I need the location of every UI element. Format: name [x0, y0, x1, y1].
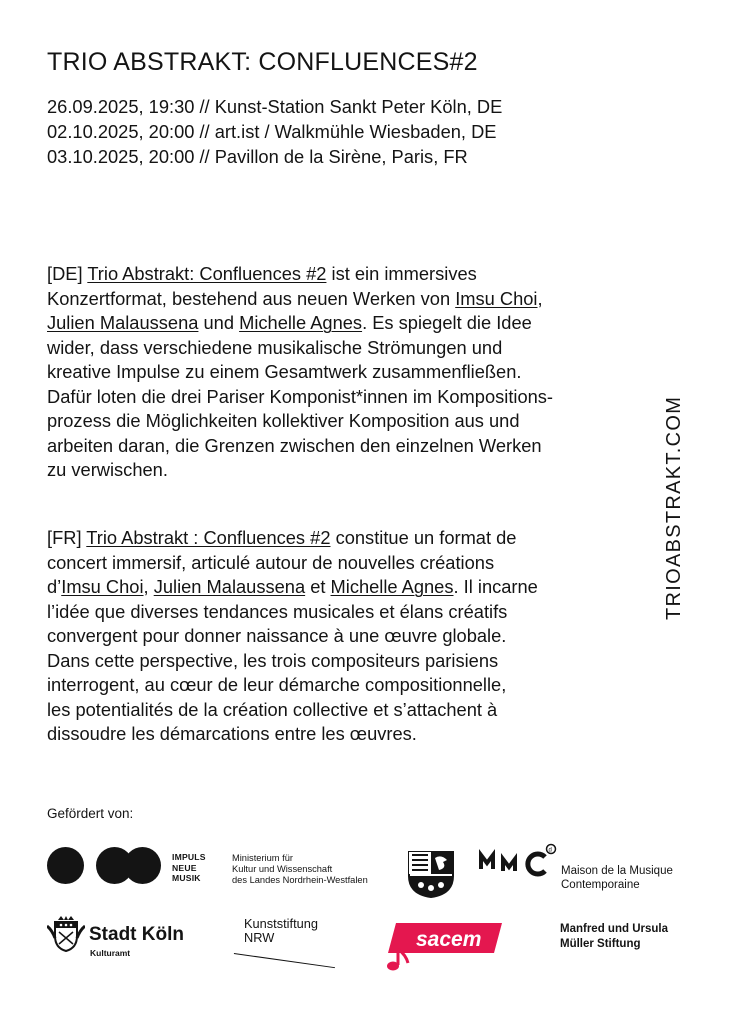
sacem-logo-text: sacem [416, 928, 482, 951]
link-trio-abstrakt[interactable]: Trio Abstrakt: Confluences #2 [87, 263, 327, 284]
website-url[interactable]: TRIOABSTRAKT.COM [663, 395, 685, 620]
link-imsu-choi-fr[interactable]: Imsu Choi [61, 576, 144, 597]
event-date-line: 03.10.2025, 20:00 // Pavillon de la Sirène, Paris, FR [47, 146, 468, 167]
text-line: convergent pour donner naissance à une œuvre globale. [47, 625, 507, 646]
logo-line: Müller Stiftung [560, 938, 641, 950]
text-span: und [198, 312, 240, 333]
text-span: [FR] [47, 527, 87, 548]
text-span: , [537, 287, 543, 309]
text-span: Konzertformat, bestehend aus neuen Werken von [47, 287, 456, 309]
text-line: les potentialités de la création collective et s’attachent à [47, 698, 498, 720]
text-line: zu verwischen. [47, 459, 168, 480]
logo-line: Maison de la Musique [561, 865, 673, 877]
description-fr [47, 526, 538, 747]
link-michelle-agnes[interactable]: Michelle Agnes [239, 312, 363, 333]
text-line: wider, dass verschiedene musikalische Strömungen und [47, 336, 503, 358]
link-julien-malaussena-fr[interactable]: Julien Malaussena [153, 576, 306, 597]
logo-line: Kunststiftung [244, 916, 318, 931]
svg-text:d: d [548, 847, 552, 854]
text-line: arbeiten daran, die Grenzen zwischen den einzelnen Werken [47, 434, 542, 456]
ministry-logo-text [232, 853, 368, 887]
text-line: concert immersif, articulé autour de nouvelles créations [47, 551, 495, 573]
link-trio-abstrakt-fr[interactable]: Trio Abstrakt : Confluences #2 [86, 527, 331, 548]
mmc-logo-text [561, 865, 673, 892]
page-title: TRIO ABSTRAKT: CONFLUENCES#2 [47, 48, 478, 76]
text-line: Dans cette perspective, les trois compositeurs parisiens [47, 649, 499, 671]
text-line: interrogent, au cœur de leur démarche compositionnelle, [47, 674, 507, 695]
stadt-koeln-sub: Kulturamt [90, 948, 131, 958]
text-span: et [305, 576, 331, 597]
text-line: kreative Impulse zu einem Gesamtwerk zusammenfließen. [47, 361, 522, 382]
nrw-coat-of-arms-icon [407, 850, 455, 898]
text-line: l’idée que diverses tendances musicales et élans créatifs [47, 600, 508, 622]
text-span: , [143, 576, 154, 597]
event-date-line: 02.10.2025, 20:00 // art.ist / Walkmühle Wiesbaden, DE [47, 121, 497, 142]
text-span: . Es spiegelt die Idee [362, 312, 532, 333]
text-line: prozess die Möglichkeiten kollektiver Komposition aus und [47, 410, 520, 431]
impuls-logo-text [172, 852, 206, 884]
logo-line: des Landes Nordrhein-Westfalen [232, 875, 368, 886]
text-span: . Il incarne [453, 576, 538, 597]
impuls-dot-icon [124, 847, 161, 884]
funded-by-label: Gefördert von: [47, 806, 134, 821]
text-span: d’ [47, 576, 62, 597]
kunststiftung-divider [234, 953, 335, 968]
logo-line: Ministerium für [232, 853, 293, 863]
link-michelle-agnes-fr[interactable]: Michelle Agnes [330, 576, 454, 597]
text-line: dissoudre les démarcations entre les œuvres. [47, 723, 417, 744]
mmc-logo [479, 843, 557, 879]
logo-line: Contemporaine [561, 878, 640, 891]
kunststiftung-logo-text [244, 917, 318, 945]
link-julien-malaussena[interactable]: Julien Malaussena [47, 312, 199, 333]
link-imsu-choi[interactable]: Imsu Choi [455, 287, 538, 309]
logo-line: Manfred und Ursula [560, 923, 668, 935]
event-dates [47, 94, 502, 169]
logo-line: IMPULS [172, 852, 206, 862]
logo-line: NRW [244, 930, 275, 945]
text-span: constitue un format de [330, 527, 517, 548]
muller-stiftung-text [560, 922, 668, 952]
logo-line: Kultur und Wissenschaft [232, 864, 333, 875]
sacem-logo [384, 919, 506, 971]
logo-line: NEUE [172, 862, 197, 873]
text-line: Dafür loten die drei Pariser Komponist*innen im Kompositions- [47, 385, 554, 407]
description-de [47, 262, 553, 483]
impuls-dot-icon [47, 847, 84, 884]
stadt-koeln-name: Stadt Köln [89, 924, 184, 945]
text-span: [DE] [47, 263, 88, 284]
text-span: ist ein immersives [326, 263, 477, 284]
koeln-coat-of-arms-icon [47, 916, 85, 952]
event-date-line: 26.09.2025, 19:30 // Kunst-Station Sankt Peter Köln, DE [47, 96, 503, 117]
logo-line: MUSIK [172, 873, 201, 883]
